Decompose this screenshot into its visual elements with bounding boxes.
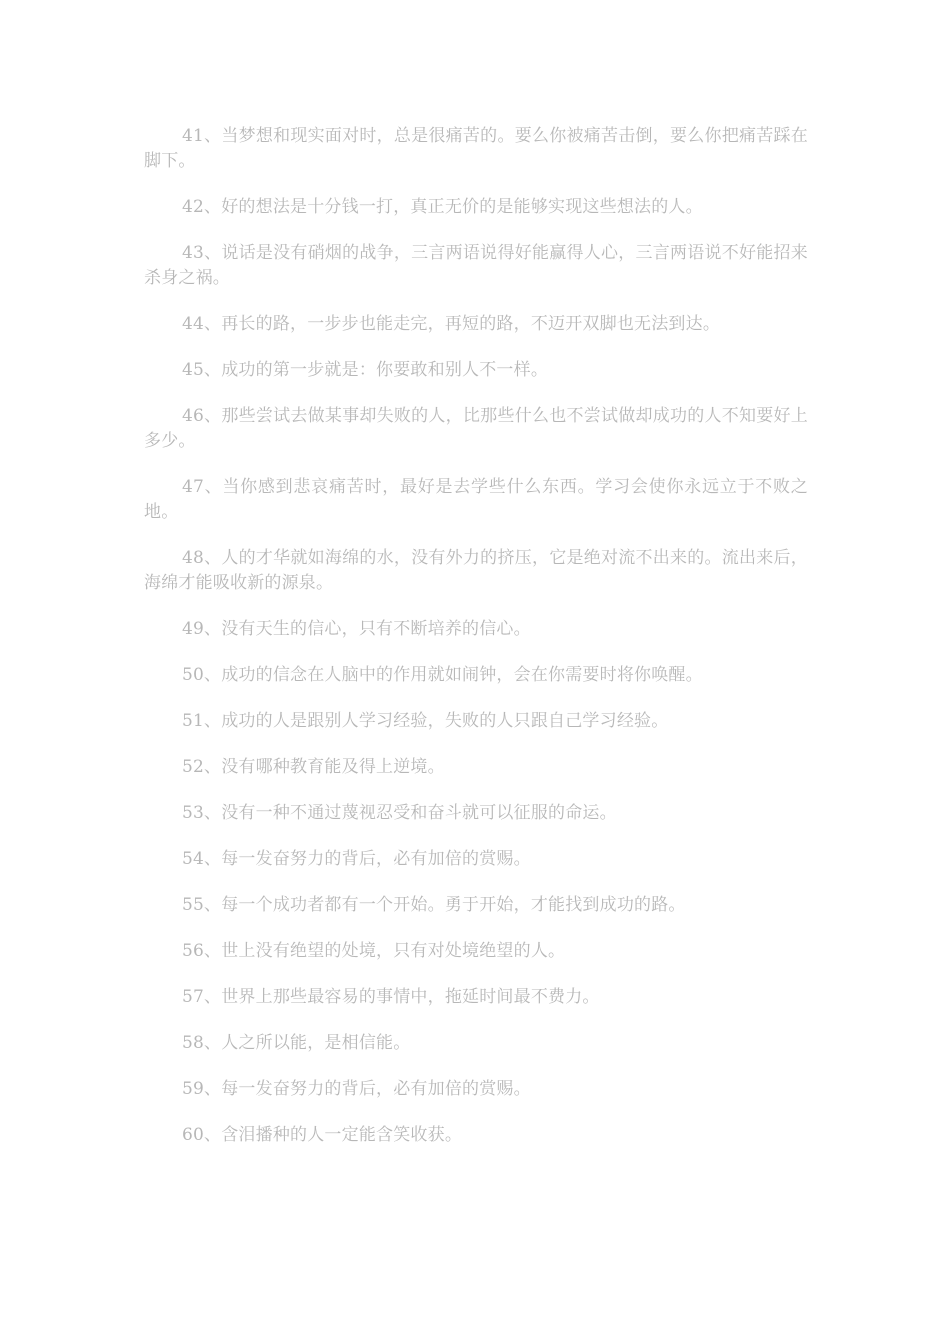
paragraph-51: 51、成功的人是跟别人学习经验，失败的人只跟自己学习经验。 (182, 711, 669, 731)
paragraph-55: 55、每一个成功者都有一个开始。勇于开始，才能找到成功的路。 (182, 895, 686, 915)
paragraph-53: 53、没有一种不通过蔑视忍受和奋斗就可以征服的命运。 (182, 803, 617, 823)
paragraph-58: 58、人之所以能，是相信能。 (182, 1033, 411, 1053)
paragraph-43: 43、说话是没有硝烟的战争，三言两语说得好能赢得人心，三言两语说不好能招来杀身之祸。 (144, 243, 808, 288)
paragraph-46: 46、那些尝试去做某事却失败的人，比那些什么也不尝试做却成功的人不知要好上多少。 (144, 406, 808, 451)
paragraph-45: 45、成功的第一步就是：你要敢和别人不一样。 (182, 360, 549, 380)
paragraph-57: 57、世界上那些最容易的事情中，拖延时间最不费力。 (182, 987, 600, 1007)
paragraph-48: 48、人的才华就如海绵的水，没有外力的挤压，它是绝对流不出来的。流出来后，海绵才能吸收新的源泉。 (144, 548, 808, 593)
paragraph-41: 41、当梦想和现实面对时，总是很痛苦的。要么你被痛苦击倒，要么你把痛苦踩在脚下。 (144, 126, 808, 171)
paragraph-50: 50、成功的信念在人脑中的作用就如闹钟，会在你需要时将你唤醒。 (182, 665, 703, 685)
paragraph-54: 54、每一发奋努力的背后，必有加倍的赏赐。 (182, 849, 531, 869)
paragraph-60: 60、含泪播种的人一定能含笑收获。 (182, 1125, 463, 1145)
paragraph-47: 47、当你感到悲哀痛苦时，最好是去学些什么东西。学习会使你永远立于不败之地。 (144, 477, 808, 522)
paragraph-42: 42、好的想法是十分钱一打，真正无价的是能够实现这些想法的人。 (182, 197, 703, 217)
paragraph-49: 49、没有天生的信心，只有不断培养的信心。 (182, 619, 531, 639)
document-body (144, 124, 808, 1169)
paragraph-52: 52、没有哪种教育能及得上逆境。 (182, 757, 445, 777)
paragraph-56: 56、世上没有绝望的处境，只有对处境绝望的人。 (182, 941, 566, 961)
paragraph-44: 44、再长的路，一步步也能走完，再短的路，不迈开双脚也无法到达。 (182, 314, 721, 334)
paragraph-59: 59、每一发奋努力的背后，必有加倍的赏赐。 (182, 1079, 531, 1099)
